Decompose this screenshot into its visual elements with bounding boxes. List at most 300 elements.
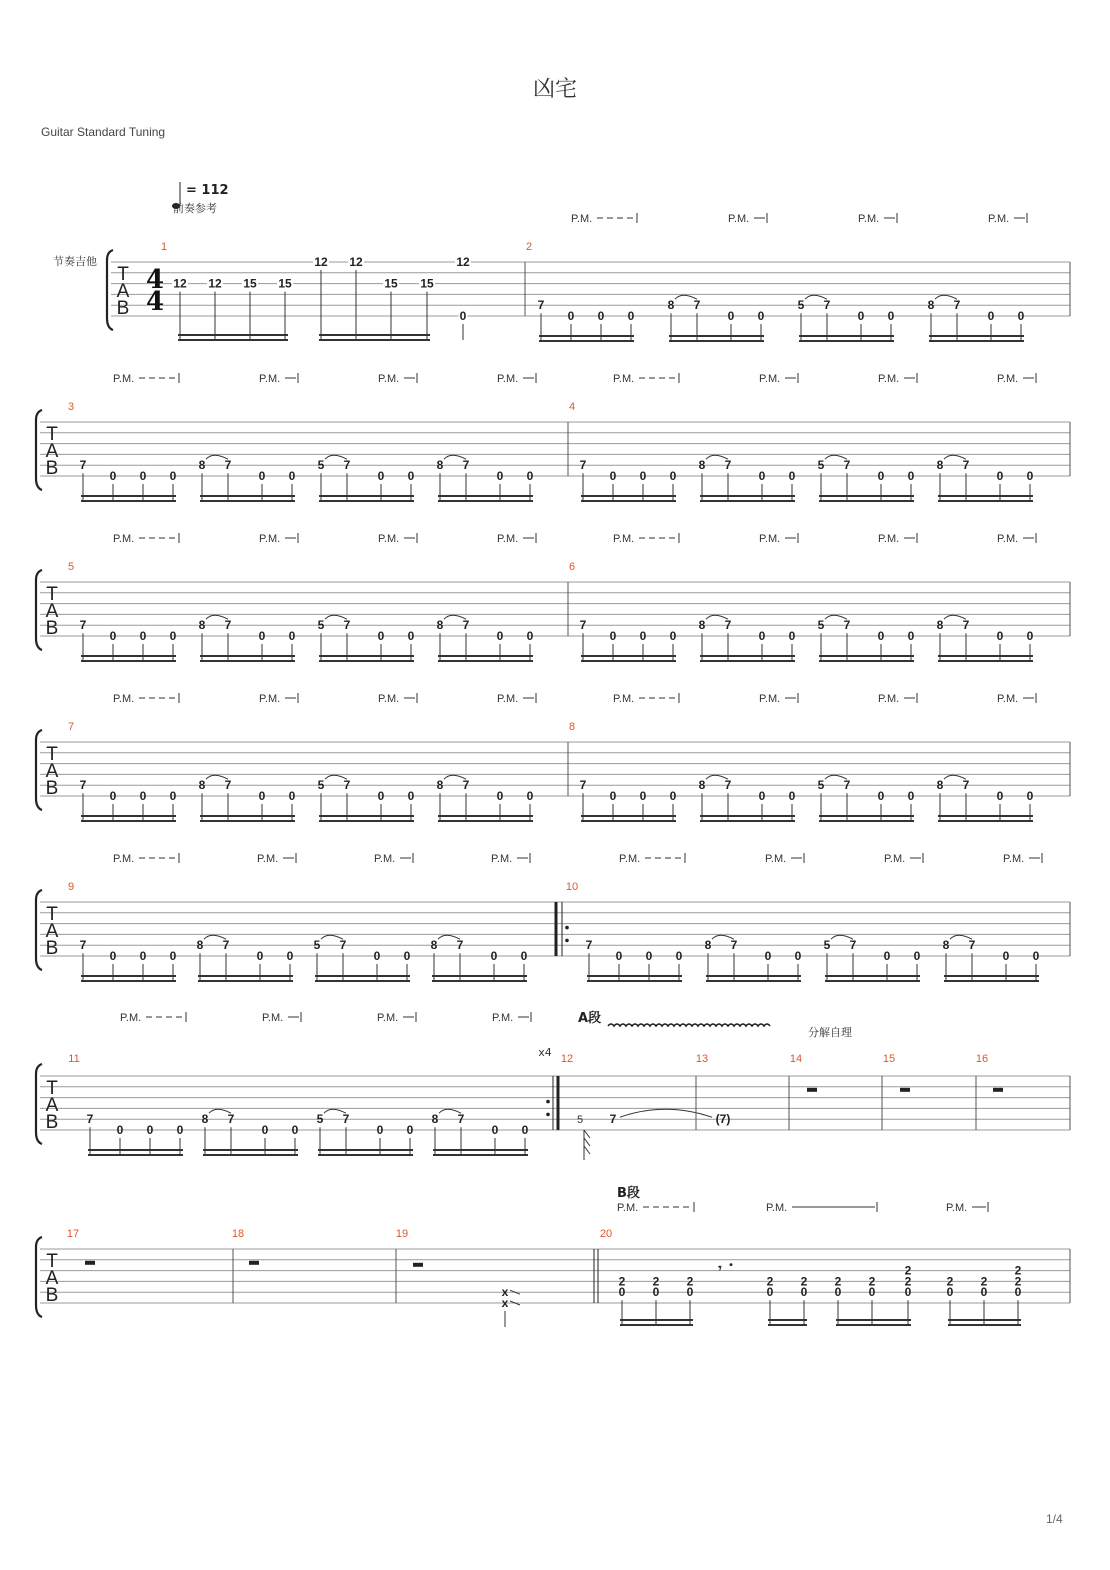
palm-mute-label: P.M. [765, 853, 787, 865]
palm-mute-label: P.M. [374, 853, 396, 865]
fret-number: 0 [496, 469, 504, 483]
bar-number: 4 [568, 401, 576, 413]
whole-rest [900, 1088, 910, 1092]
fret-number: 0 [639, 789, 647, 803]
fret-number: 12 [349, 255, 363, 269]
fret-number: 0 [496, 629, 504, 643]
fret-number: 7 [462, 618, 470, 633]
fret-number: 0 [675, 949, 683, 963]
fret-number: 7 [224, 458, 232, 473]
bar-number: 1 [160, 241, 168, 253]
fret-number: 0 [996, 629, 1004, 643]
palm-mute-label: P.M. [378, 373, 400, 385]
fret-number: 8 [198, 618, 206, 633]
fret-number: 5 [317, 618, 325, 633]
fret-number: 0 [288, 469, 296, 483]
fret-number: 0 [639, 629, 647, 643]
time-signature-top: 4 [145, 265, 165, 295]
fret-number: 7 [724, 618, 732, 633]
fret-number: 2 [946, 1274, 954, 1289]
palm-mute-label: P.M. [766, 1202, 788, 1214]
tab-clef-a: A [45, 761, 59, 782]
fret-number: 7 [968, 938, 976, 953]
fret-number: 0 [176, 1123, 184, 1137]
palm-mute-label: P.M. [120, 1012, 142, 1024]
tab-clef-t: T [46, 1078, 58, 1099]
fret-number: 0 [490, 949, 498, 963]
bar-number: 14 [789, 1053, 803, 1065]
fret-number: 0 [286, 949, 294, 963]
fret-number: 0 [686, 1285, 694, 1300]
palm-mute-label: P.M. [377, 1012, 399, 1024]
fret-number: 15 [384, 276, 398, 291]
fret-number: 8 [431, 1112, 439, 1127]
repeat-dot [546, 1100, 550, 1104]
bar-number: 16 [975, 1053, 989, 1065]
fret-number: 0 [669, 629, 677, 643]
tab-clef-a: A [45, 921, 59, 942]
palm-mute-label: P.M. [378, 693, 400, 705]
fret-number: 0 [887, 309, 895, 323]
palm-mute-label: P.M. [259, 693, 281, 705]
vibrato-line [608, 1024, 770, 1026]
fret-number: 8 [704, 938, 712, 953]
whole-rest [807, 1088, 817, 1092]
fret-number: 0 [407, 789, 415, 803]
fret-number: 0 [139, 469, 147, 483]
fret-number: 0 [139, 629, 147, 643]
fret-number: 7 [579, 458, 587, 473]
fret-number: 0 [907, 469, 915, 483]
fret-number: 0 [291, 1123, 299, 1137]
fret-number: 0 [258, 789, 266, 803]
tab-clef-b: B [45, 458, 59, 479]
fret-number: 0 [758, 469, 766, 483]
repeat-dot [546, 1113, 550, 1117]
fret-number: 0 [169, 629, 177, 643]
bar-number: 13 [695, 1053, 709, 1065]
tab-clef-b: B [45, 778, 59, 799]
fret-number: 0 [526, 789, 534, 803]
fret-number: 0 [788, 629, 796, 643]
palm-mute-label: P.M. [113, 533, 135, 545]
whole-rest [249, 1261, 259, 1265]
palm-mute-label: P.M. [257, 853, 279, 865]
fret-number: 7 [730, 938, 738, 953]
fret-number: 5 [316, 1112, 324, 1127]
fret-number: 7 [343, 618, 351, 633]
tab-clef-t: T [117, 264, 129, 285]
palm-mute-label: P.M. [259, 533, 281, 545]
palm-mute-label: P.M. [997, 373, 1019, 385]
tab-clef-b: B [45, 1112, 59, 1133]
palm-mute-label: P.M. [262, 1012, 284, 1024]
fret-number: 8 [936, 778, 944, 793]
palm-mute-label: P.M. [759, 373, 781, 385]
fret-number: 0 [526, 469, 534, 483]
fret-number: 7 [343, 458, 351, 473]
bar-number: 11 [68, 1053, 80, 1065]
fret-number: 2 [904, 1263, 912, 1278]
fret-number: 7 [823, 298, 831, 313]
section-label-b: B段 [617, 1186, 640, 1201]
palm-mute-label: P.M. [497, 693, 519, 705]
fret-number: 8 [201, 1112, 209, 1127]
fret-number: 0 [1014, 1285, 1022, 1300]
palm-mute-label: P.M. [497, 533, 519, 545]
fret-number: 0 [459, 309, 467, 323]
bar-number: 8 [568, 721, 576, 733]
fret-number: 8 [927, 298, 935, 313]
tempo-marking: = 112 [186, 183, 229, 198]
fret-number: 8 [698, 618, 706, 633]
fret-number: 0 [146, 1123, 154, 1137]
fret-number: 2 [1014, 1263, 1022, 1278]
fret-number: 0 [491, 1123, 499, 1137]
fret-number: 7 [227, 1112, 235, 1127]
tab-clef-t: T [46, 904, 58, 925]
fret-number: 7 [343, 778, 351, 793]
fret-number: 0 [877, 469, 885, 483]
fret-number: 0 [377, 789, 385, 803]
bar-number: 19 [395, 1228, 409, 1240]
fret-number: 0 [109, 949, 117, 963]
fret-number: 5 [317, 458, 325, 473]
fret-number: 7 [86, 1112, 94, 1127]
fret-number: 7 [222, 938, 230, 953]
fret-number: 8 [942, 938, 950, 953]
fret-number: 0 [609, 629, 617, 643]
palm-mute-label: P.M. [728, 213, 750, 225]
fret-number: 0 [109, 469, 117, 483]
fret-number: 0 [407, 469, 415, 483]
bar-number: 6 [568, 561, 576, 573]
fret-number: 0 [1026, 629, 1034, 643]
fret-number: 7 [79, 618, 87, 633]
bar-number: 15 [882, 1053, 896, 1065]
fret-number: 7 [724, 778, 732, 793]
tab-clef-a: A [45, 1095, 59, 1116]
repeat-dot [565, 926, 569, 930]
tab-clef-a: A [45, 1268, 59, 1289]
fret-number: 7 [962, 618, 970, 633]
fret-number: 7 [843, 458, 851, 473]
fret-number: 5 [817, 778, 825, 793]
fret-number: 7 [79, 458, 87, 473]
whole-rest [85, 1261, 95, 1265]
fret-number: 0 [1017, 309, 1025, 323]
tempo-note-text: 前奏参考 [173, 202, 217, 215]
fret-number: 0 [757, 309, 765, 323]
score-title: 凶宅 [532, 77, 577, 102]
fret-number: 0 [258, 469, 266, 483]
whole-rest [993, 1088, 1003, 1092]
fret-number: 0 [116, 1123, 124, 1137]
tab-clef-b: B [45, 618, 59, 639]
section-label-a: A段 [578, 1011, 602, 1026]
fret-number: 8 [936, 618, 944, 633]
fret-number: 0 [373, 949, 381, 963]
fret-number: 12 [173, 276, 187, 291]
fret-number: 7 [962, 778, 970, 793]
arpeggio-mark [584, 1130, 590, 1154]
fret-number: 7 [579, 778, 587, 793]
fret-number: 0 [946, 1285, 954, 1300]
palm-mute-label: P.M. [619, 853, 641, 865]
fret-number: 0 [800, 1285, 808, 1300]
tab-clef-t: T [46, 1251, 58, 1272]
fret-number: 0 [788, 789, 796, 803]
fret-number: 0 [883, 949, 891, 963]
fret-number: 7 [843, 778, 851, 793]
palm-mute-label: P.M. [491, 853, 513, 865]
palm-mute-label: P.M. [613, 373, 635, 385]
fret-number: 7 [462, 778, 470, 793]
fret-number: 7 [224, 618, 232, 633]
fret-number: 0 [288, 629, 296, 643]
fret-number: 0 [913, 949, 921, 963]
fret-number: 0 [597, 309, 605, 323]
fret-number: 7 [724, 458, 732, 473]
fret-number: 7 [585, 938, 593, 953]
bar-number: 7 [67, 721, 75, 733]
fret-number: 0 [521, 1123, 529, 1137]
tab-clef-b: B [45, 938, 59, 959]
fret-number: 7 [843, 618, 851, 633]
eighth-rest: 𝄾 [718, 1261, 722, 1277]
tab-clef-t: T [46, 744, 58, 765]
fret-number: 0 [496, 789, 504, 803]
fret-number: 0 [907, 629, 915, 643]
fret-number: 8 [198, 778, 206, 793]
fret-number: 7 [849, 938, 857, 953]
tab-clef-a: A [45, 601, 59, 622]
fret-number: 2 [834, 1274, 842, 1289]
palm-mute-label: P.M. [759, 693, 781, 705]
fret-number: 0 [1032, 949, 1040, 963]
fret-number: 0 [639, 469, 647, 483]
repeat-count: x4 [538, 1046, 552, 1059]
bar-number: 17 [66, 1228, 80, 1240]
fret-number: 0 [377, 629, 385, 643]
fret-number: 8 [436, 618, 444, 633]
fret-number: 0 [980, 1285, 988, 1300]
fret-number: 0 [258, 629, 266, 643]
bar-number: 2 [525, 241, 533, 253]
fret-number: 8 [667, 298, 675, 313]
fret-number: 5 [797, 298, 805, 313]
tuning-label: Guitar Standard Tuning [41, 125, 166, 139]
fret-number: 0 [169, 949, 177, 963]
fret-number: 8 [936, 458, 944, 473]
fret-number: 8 [196, 938, 204, 953]
fret-number: 7 [339, 938, 347, 953]
palm-mute-label: P.M. [113, 373, 135, 385]
grace-note: 5 [576, 1114, 584, 1127]
fret-number: 8 [430, 938, 438, 953]
palm-mute-label: P.M. [997, 693, 1019, 705]
fret-number: 0 [907, 789, 915, 803]
tab-clef-b: B [45, 1285, 59, 1306]
tab-clef-t: T [46, 424, 58, 445]
fret-number: 0 [139, 949, 147, 963]
fret-number: 0 [615, 949, 623, 963]
fret-number: 0 [377, 469, 385, 483]
fret-number: 7 [537, 298, 545, 313]
fret-number: 0 [403, 949, 411, 963]
fret-number: 0 [407, 629, 415, 643]
palm-mute-label: P.M. [259, 373, 281, 385]
fret-number: 0 [904, 1285, 912, 1300]
fret-number: 0 [834, 1285, 842, 1300]
palm-mute-label: P.M. [497, 373, 519, 385]
fret-number: 7 [693, 298, 701, 313]
fret-number: 0 [758, 629, 766, 643]
palm-mute-label: P.M. [378, 533, 400, 545]
palm-mute-label: P.M. [1003, 853, 1025, 865]
fret-number: 0 [261, 1123, 269, 1137]
fret-number: 0 [996, 469, 1004, 483]
fret-number: 2 [1014, 1274, 1022, 1289]
fret-number: 0 [109, 789, 117, 803]
fret-number: 7 [457, 1112, 465, 1127]
palm-mute-label: P.M. [613, 693, 635, 705]
palm-mute-label: P.M. [613, 533, 635, 545]
fret-number: 0 [727, 309, 735, 323]
fret-number: 5 [317, 778, 325, 793]
fret-number: 7 [79, 778, 87, 793]
tab-clef-t: T [46, 584, 58, 605]
fret-number: 7 [224, 778, 232, 793]
fret-number: 7 [342, 1112, 350, 1127]
fret-number: 15 [243, 276, 257, 291]
fret-number: 0 [169, 469, 177, 483]
palm-mute-label: P.M. [858, 213, 880, 225]
tab-clef-a: A [45, 441, 59, 462]
fret-number: 0 [669, 789, 677, 803]
palm-mute-label: P.M. [884, 853, 906, 865]
fret-number: 0 [669, 469, 677, 483]
fret-number: 0 [758, 789, 766, 803]
muted-note: x [501, 1285, 509, 1300]
fret-number: 7 [79, 938, 87, 953]
fret-number: 0 [868, 1285, 876, 1300]
fret-number: 0 [766, 1285, 774, 1300]
time-signature-bottom: 4 [145, 287, 165, 317]
fret-number: 0 [1026, 789, 1034, 803]
fret-number: 0 [877, 789, 885, 803]
repeat-dot [565, 939, 569, 943]
fret-number: 2 [652, 1274, 660, 1289]
fret-number: 2 [766, 1274, 774, 1289]
palm-mute-label: P.M. [571, 213, 593, 225]
bar-number: 18 [231, 1228, 245, 1240]
fret-number: 0 [764, 949, 772, 963]
page-number: 1/4 [1046, 1512, 1063, 1526]
fret-number: 0 [627, 309, 635, 323]
bar-number: 10 [565, 881, 579, 893]
palm-mute-label: P.M. [878, 693, 900, 705]
fret-number: 0 [857, 309, 865, 323]
fret-number: 0 [645, 949, 653, 963]
bar-number: 3 [67, 401, 75, 413]
fret-number: 0 [376, 1123, 384, 1137]
fret-number: 7 [609, 1112, 617, 1127]
fret-number: 8 [198, 458, 206, 473]
fret-number: 0 [520, 949, 528, 963]
fret-number: 0 [526, 629, 534, 643]
palm-mute-label: P.M. [113, 693, 135, 705]
palm-mute-label: P.M. [617, 1202, 639, 1214]
fret-number: 2 [868, 1274, 876, 1289]
fret-number: 5 [817, 458, 825, 473]
fret-number: 8 [436, 458, 444, 473]
fret-number: 0 [877, 629, 885, 643]
fret-number: 0 [618, 1285, 626, 1300]
fret-number: 7 [953, 298, 961, 313]
fret-number: 8 [698, 778, 706, 793]
fret-number: 7 [962, 458, 970, 473]
fret-number: 2 [618, 1274, 626, 1289]
fret-number: 2 [686, 1274, 694, 1289]
fret-number: 0 [788, 469, 796, 483]
fret-number: 7 [462, 458, 470, 473]
tab-clef-b: B [116, 298, 130, 319]
fret-number: 15 [278, 276, 292, 291]
fret-number: 12 [208, 276, 222, 291]
palm-mute-label: P.M. [878, 533, 900, 545]
fret-number: 8 [698, 458, 706, 473]
fret-number: 0 [1002, 949, 1010, 963]
palm-mute-label: P.M. [946, 1202, 968, 1214]
fret-number: 0 [567, 309, 575, 323]
fret-number: 0 [987, 309, 995, 323]
palm-mute-label: P.M. [759, 533, 781, 545]
fret-number: 0 [609, 789, 617, 803]
fret-number: 0 [288, 789, 296, 803]
fret-number: 0 [609, 469, 617, 483]
section-note: 分解自理 [808, 1026, 852, 1039]
fret-number: 7 [579, 618, 587, 633]
fret-number: 2 [800, 1274, 808, 1289]
fret-number: 0 [139, 789, 147, 803]
palm-mute-label: P.M. [988, 213, 1010, 225]
bar-number: 20 [599, 1228, 613, 1240]
palm-mute-label: P.M. [878, 373, 900, 385]
fret-number: 15 [420, 276, 434, 291]
bar-number: 5 [67, 561, 75, 573]
muted-note: x [501, 1296, 509, 1310]
half-rest [413, 1263, 423, 1267]
rest-dot [730, 1263, 733, 1266]
fret-number: (7) [715, 1112, 731, 1127]
bar-number: 9 [67, 881, 75, 893]
tie-arc [620, 1109, 712, 1117]
fret-number: 0 [996, 789, 1004, 803]
tab-clef-a: A [116, 281, 130, 302]
palm-mute-label: P.M. [492, 1012, 514, 1024]
fret-number: 0 [406, 1123, 414, 1137]
fret-number: 12 [456, 255, 470, 269]
fret-number: 12 [314, 255, 328, 269]
fret-number: 8 [436, 778, 444, 793]
fret-number: 2 [904, 1274, 912, 1289]
fret-number: 0 [256, 949, 264, 963]
palm-mute-label: P.M. [113, 853, 135, 865]
fret-number: 5 [823, 938, 831, 953]
fret-number: 0 [652, 1285, 660, 1300]
fret-number: 5 [817, 618, 825, 633]
